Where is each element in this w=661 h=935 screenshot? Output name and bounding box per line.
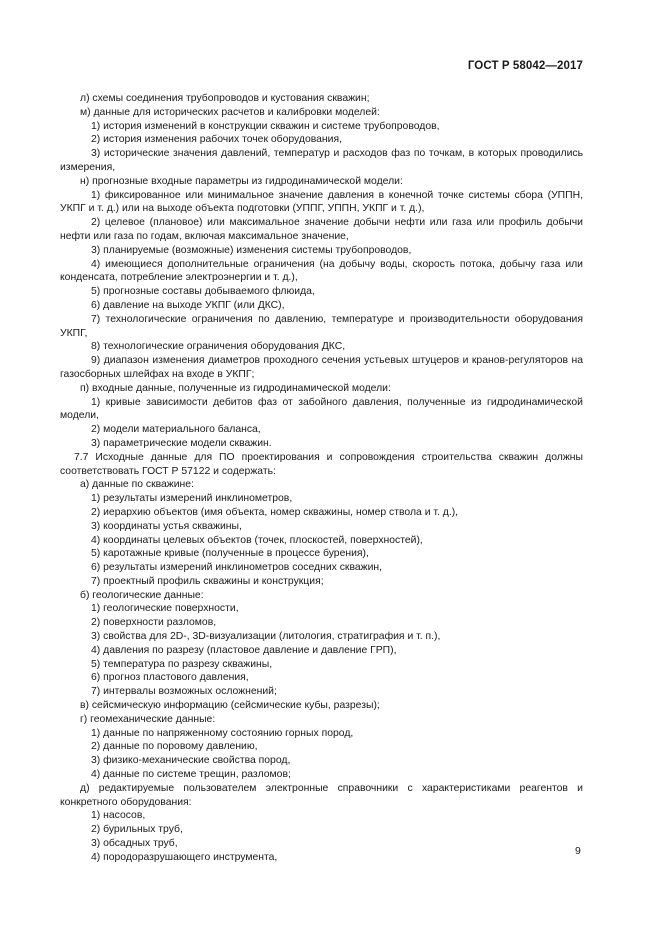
- paragraph: 4) имеющиеся дополнительные ограничения (на добычу воды, скорость потока, добычу газа или конденсата, потребление электроэнергии и т. д.),: [60, 258, 583, 284]
- paragraph: 1) кривые зависимости дебитов фаз от забойного давления, полученные из гидродинамической модели,: [60, 396, 583, 422]
- paragraph: 5) прогнозные составы добываемого флюида,: [91, 286, 315, 298]
- paragraph: м) данные для исторических расчетов и калибровки моделей:: [80, 106, 380, 118]
- paragraph: 2) история изменения рабочих точек оборудования,: [91, 134, 342, 146]
- paragraph: 6) прогноз пластового давления,: [91, 672, 249, 684]
- paragraph: 3) обсадных труб,: [91, 838, 178, 850]
- paragraph: 3) планируемые (возможные) изменения системы трубопроводов,: [91, 244, 412, 256]
- paragraph: 1) история изменений в конструкции скважин и системе трубопроводов,: [91, 120, 440, 132]
- paragraph: 6) давление на выходе УКПГ (или ДКС),: [91, 299, 285, 311]
- paragraph: 8) технологические ограничения оборудования ДКС,: [91, 341, 346, 353]
- paragraph: б) геологические данные:: [80, 589, 204, 601]
- paragraph: 2) поверхности разломов,: [91, 617, 217, 629]
- paragraph: 3) свойства для 2D-, 3D-визуализации (литология, стратиграфия и т. п.),: [91, 631, 441, 643]
- paragraph: 3) исторические значения давлений, температур и расходов фаз по точкам, в которых проводились измерения,: [60, 148, 583, 173]
- document-body: [60, 92, 583, 865]
- paragraph: 3) физико-механические свойства пород,: [91, 755, 291, 767]
- paragraph: 4) породоразрушающего инструмента,: [91, 851, 278, 863]
- paragraph: 1) данные по напряженному состоянию горных пород,: [91, 727, 354, 739]
- paragraph: д) редактируемые пользователем электронные справочники с характеристиками реагентов и конкретного оборудования:: [60, 782, 583, 808]
- paragraph: 9) диапазон изменения диаметров проходного сечения устьевых штуцеров и кранов-регуляторов на газосборных шлейфах на входе в УКПГ;: [60, 355, 583, 380]
- paragraph: 2) данные по поровому давлению,: [91, 741, 258, 753]
- paragraph: 5) температура по разрезу скважины,: [91, 658, 273, 670]
- paragraph: 1) насосов,: [91, 810, 146, 822]
- document-header: ГОСТ Р 58042—2017: [467, 60, 583, 72]
- paragraph: 7) проектный профиль скважины и конструкция;: [91, 575, 324, 587]
- paragraph: 4) координаты целевых объектов (точек, плоскостей, поверхностей),: [91, 534, 423, 546]
- paragraph: 3) параметрические модели скважин.: [91, 437, 272, 449]
- paragraph: 4) данные по системе трещин, разломов;: [91, 769, 291, 781]
- paragraph: 2) иерархию объектов (имя объекта, номер скважины, номер ствола и т. д.),: [91, 506, 459, 518]
- paragraph: в) сейсмическую информацию (сейсмические кубы, разрезы);: [80, 700, 380, 712]
- paragraph: 7.7 Исходные данные для ПО проектирования и сопровождения строительства скважин должны соответствовать ГОСТ Р 57122 и содержать:: [60, 451, 583, 477]
- paragraph: 7) интервалы возможных осложнений;: [91, 686, 277, 698]
- paragraph: 1) фиксированное или минимальное значение давления в конечной точке системы сбора (УППН, УКПГ и т. д.) или на выходе объекта подготовки (УППГ, УППН, УКПГ и т. д.),: [60, 189, 583, 215]
- paragraph: 2) модели материального баланса,: [91, 424, 261, 436]
- paragraph: н) прогнозные входные параметры из гидродинамической модели:: [80, 175, 403, 187]
- paragraph: 2) целевое (плановое) или максимальное значение добычи нефти или газа или профиль добычи нефти или газа по годам, включая максимальное значение,: [60, 217, 583, 242]
- paragraph: п) входные данные, полученные из гидродинамической модели:: [80, 382, 391, 394]
- paragraph: 3) координаты устья скважины,: [91, 520, 242, 532]
- paragraph: 5) каротажные кривые (полученные в процессе бурения),: [91, 548, 369, 560]
- paragraph: 1) результаты измерений инклинометров,: [91, 493, 293, 505]
- paragraph: 1) геологические поверхности,: [91, 603, 239, 615]
- paragraph: 2) бурильных труб,: [91, 824, 183, 836]
- paragraph: 4) давления по разрезу (пластовое давление и давление ГРП),: [91, 644, 397, 656]
- paragraph: а) данные по скважине:: [80, 479, 194, 491]
- paragraph: 6) результаты измерений инклинометров соседних скважин,: [91, 562, 383, 574]
- page-number: 9: [575, 845, 581, 857]
- paragraph: л) схемы соединения трубопроводов и кустования скважин;: [80, 93, 370, 104]
- paragraph: г) геомеханические данные:: [80, 713, 216, 725]
- paragraph: 7) технологические ограничения по давлению, температуре и производительности оборудования УКПГ,: [60, 313, 583, 339]
